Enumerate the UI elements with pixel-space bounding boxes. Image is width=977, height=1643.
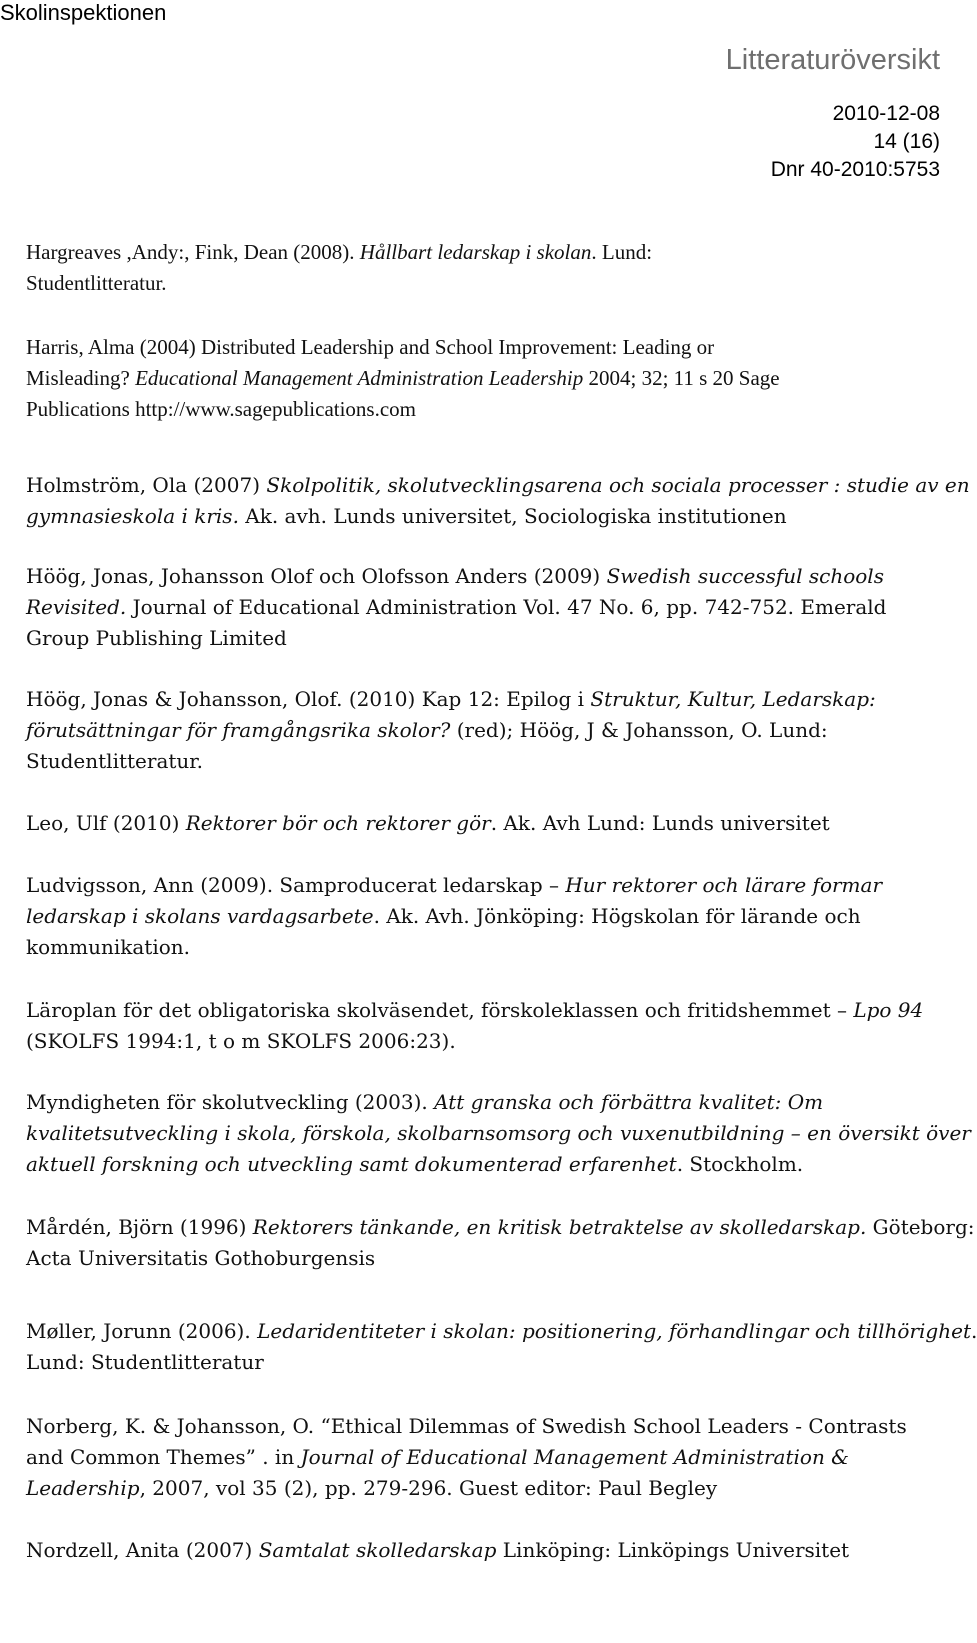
reference-text-segment: . Ak. Avh Lund: Lunds universitet — [490, 811, 830, 835]
reference-line — [26, 561, 942, 592]
reference-line — [26, 592, 942, 623]
reference-title-segment: förutsättningar för framgångsrika skolor? — [26, 718, 451, 742]
reference-text-segment: , 2007, vol 35 (2), pp. 279-296. Guest editor: Paul Begley — [139, 1476, 718, 1500]
reference-text-segment: Studentlitteratur. — [26, 271, 167, 295]
reference-entry — [26, 470, 970, 532]
reference-text-segment: Harris, Alma (2004) Distributed Leadership and School Improvement: Leading or — [26, 335, 715, 359]
reference-line — [26, 332, 942, 363]
reference-text-segment: Hargreaves ,Andy:, Fink, Dean (2008). — [26, 240, 360, 264]
reference-entry — [26, 1212, 975, 1274]
reference-title-segment: Samtalat skolledarskap — [258, 1538, 497, 1562]
reference-line — [26, 1026, 942, 1057]
reference-text-segment: Mårdén, Björn (1996) — [26, 1215, 253, 1239]
reference-text-segment: Norberg, K. & Johansson, O. “Ethical Dilemmas of Swedish School Leaders - Contrasts — [26, 1414, 907, 1438]
reference-text-segment: Misleading? — [26, 366, 136, 390]
reference-title-segment: ledarskap i skolans vardagsarbete — [26, 904, 374, 928]
reference-text-segment: (SKOLFS 1994:1, t o m SKOLFS 2006:23). — [26, 1029, 456, 1053]
reference-line — [26, 1118, 971, 1149]
reference-line — [26, 684, 942, 715]
reference-text-segment: Läroplan för det obligatoriska skolväsendet, förskoleklassen och fritidshemmet – — [26, 998, 854, 1022]
reference-entry — [26, 870, 942, 963]
reference-line — [26, 363, 942, 394]
page-number: 14 (16) — [873, 130, 940, 153]
reference-text-segment: 2004; 32; 11 s 20 Sage — [583, 366, 780, 390]
reference-line — [26, 1442, 942, 1473]
dnr-number: Dnr 40-2010:5753 — [770, 158, 940, 181]
reference-text-segment: Höög, Jonas, Johansson Olof och Olofsson Anders (2009) — [26, 564, 607, 588]
reference-title-segment: Leadership — [26, 1476, 140, 1500]
reference-title-segment: Hållbart ledarskap i skolan — [359, 240, 592, 264]
reference-line — [26, 268, 942, 299]
reference-title-segment: Ledaridentiteter i skolan: positionering, förhandlingar och tillhörighet — [257, 1319, 971, 1343]
reference-title-segment: kvalitetsutveckling i skola, förskola, skolbarnsomsorg och vuxenutbildning – en översikt över — [26, 1121, 971, 1145]
reference-title-segment: gymnasieskola i kris. — [26, 504, 239, 528]
reference-line — [26, 1316, 977, 1347]
reference-title-segment: aktuell forskning och utveckling samt dokumenterad erfarenhet — [26, 1152, 677, 1176]
reference-text-segment: Leo, Ulf (2010) — [26, 811, 186, 835]
reference-line — [26, 1243, 942, 1274]
document-meta — [771, 100, 940, 184]
reference-line — [26, 995, 942, 1026]
reference-text-segment: Linköping: Linköpings Universitet — [496, 1538, 850, 1562]
document-title: Litteraturöversikt — [725, 44, 940, 76]
reference-entry — [26, 332, 942, 425]
reference-title-segment: Rektorer bör och rektorer gör — [185, 811, 491, 835]
reference-title-segment: Lpo 94 — [853, 998, 924, 1022]
reference-entry — [26, 1411, 942, 1504]
reference-line — [26, 1149, 942, 1180]
reference-text-segment: Ludvigsson, Ann (2009). Samproducerat ledarskap – — [26, 873, 566, 897]
reference-text-segment: Group Publishing Limited — [26, 626, 287, 650]
organization-name: Skolinspektionen — [0, 0, 167, 25]
reference-text-segment: kommunikation. — [26, 935, 191, 959]
reference-text-segment: . Lund: — [591, 240, 653, 264]
reference-line — [26, 1347, 942, 1378]
reference-entry — [26, 237, 942, 299]
reference-text-segment: . — [970, 1319, 977, 1343]
reference-text-segment: Höög, Jonas & Johansson, Olof. (2010) Kap 12: Epilog i — [26, 687, 591, 711]
reference-title-segment: Hur rektorer och lärare formar — [565, 873, 882, 897]
reference-text-segment: Lund: Studentlitteratur — [26, 1350, 264, 1374]
reference-line — [26, 715, 942, 746]
reference-title-segment: Educational Management Administration Leadership — [135, 366, 584, 390]
reference-line — [26, 901, 942, 932]
reference-entry — [26, 995, 942, 1057]
reference-title-segment: Revisited. — [26, 595, 127, 619]
reference-line — [26, 394, 942, 425]
reference-text-segment: (red); Höög, J & Johansson, O. Lund: — [450, 718, 828, 742]
reference-title-segment: Att granska och förbättra kvalitet: Om — [434, 1090, 824, 1114]
reference-line — [26, 932, 942, 963]
reference-text-segment: Møller, Jorunn (2006). — [26, 1319, 258, 1343]
reference-line — [26, 237, 942, 268]
reference-title-segment: Struktur, Kultur, Ledarskap: — [590, 687, 876, 711]
document-date: 2010-12-08 — [832, 102, 940, 125]
reference-title-segment: Rektorers tänkande, en kritisk betraktelse av skolledarskap. — [252, 1215, 867, 1239]
reference-text-segment: Acta Universitatis Gothoburgensis — [26, 1246, 376, 1270]
reference-line — [26, 808, 942, 839]
reference-line — [26, 746, 942, 777]
reference-line — [26, 1411, 942, 1442]
reference-title-segment: Skolpolitik, skolutvecklingsarena och sociala processer : studie av en — [266, 473, 970, 497]
reference-text-segment: Studentlitteratur. — [26, 749, 204, 773]
reference-line — [26, 1473, 942, 1504]
reference-entry — [26, 808, 942, 839]
reference-line — [26, 1212, 975, 1243]
reference-text-segment: Journal of Educational Administration Vol. 47 No. 6, pp. 742-752. Emerald — [126, 595, 887, 619]
reference-title-segment: Journal of Educational Management Administration & — [300, 1445, 849, 1469]
reference-line — [26, 1535, 942, 1566]
reference-text-segment: . Stockholm. — [676, 1152, 804, 1176]
reference-text-segment: Göteborg: — [866, 1215, 975, 1239]
reference-text-segment: and Common Themes” . in — [26, 1445, 301, 1469]
reference-text-segment: Holmström, Ola (2007) — [26, 473, 267, 497]
reference-line — [26, 470, 970, 501]
reference-text-segment: . Ak. Avh. Jönköping: Högskolan för lärande och — [373, 904, 861, 928]
reference-entry — [26, 1316, 977, 1378]
reference-text-segment: Nordzell, Anita (2007) — [26, 1538, 259, 1562]
reference-text-segment: Publications http://www.sagepublications.com — [26, 397, 417, 421]
reference-line — [26, 501, 942, 532]
reference-line — [26, 870, 942, 901]
reference-entry — [26, 561, 942, 654]
reference-line — [26, 1087, 942, 1118]
reference-entry — [26, 1087, 971, 1180]
reference-text-segment: Myndigheten för skolutveckling (2003). — [26, 1090, 435, 1114]
reference-text-segment: Ak. avh. Lunds universitet, Sociologiska institutionen — [238, 504, 787, 528]
reference-title-segment: Swedish successful schools — [606, 564, 884, 588]
reference-line — [26, 623, 942, 654]
reference-entry — [26, 1535, 942, 1566]
reference-entry — [26, 684, 942, 777]
